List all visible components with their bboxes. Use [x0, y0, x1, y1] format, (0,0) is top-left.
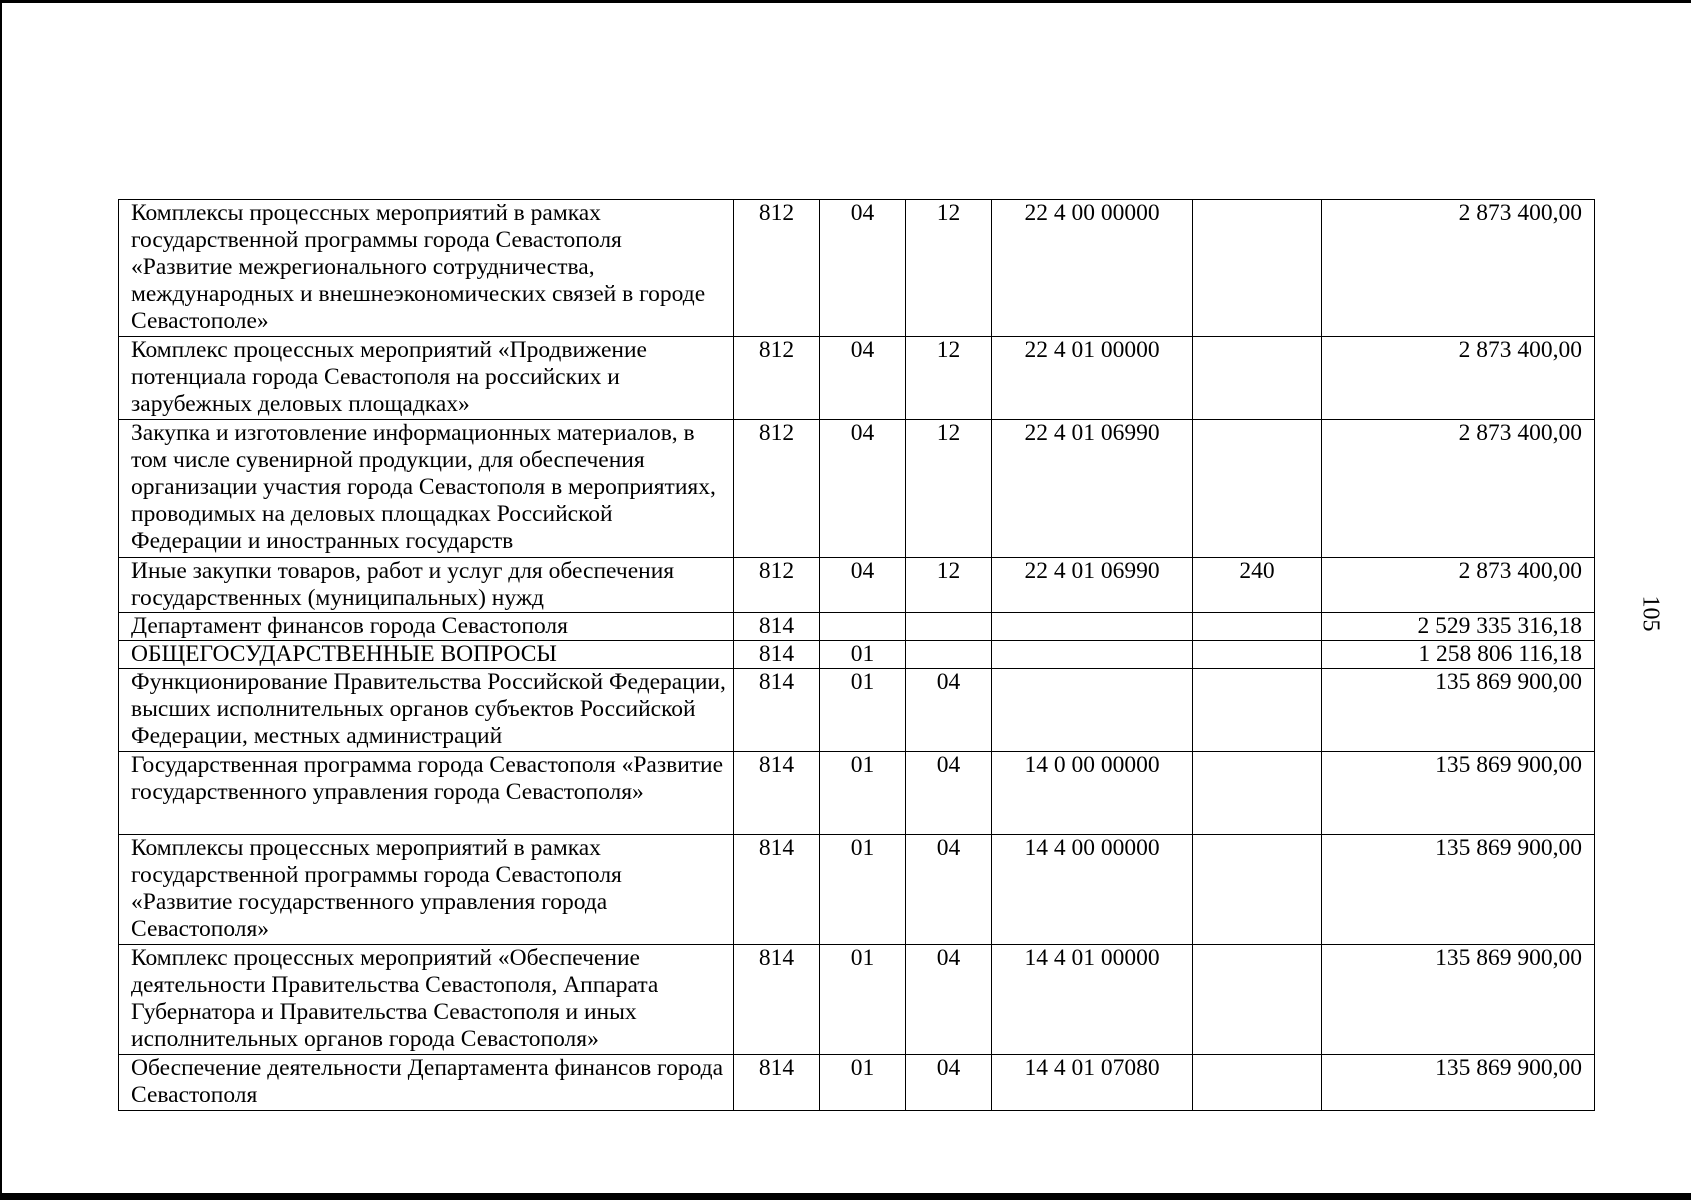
- row-vr: [1193, 420, 1322, 558]
- table-row: [119, 945, 1595, 1055]
- scan-border-left: [0, 0, 2, 1200]
- row-rz: 01: [820, 641, 906, 669]
- row-rz: 04: [820, 337, 906, 420]
- table-row: [119, 200, 1595, 337]
- row-csr: 14 4 01 00000: [992, 945, 1193, 1055]
- row-vr: [1193, 669, 1322, 752]
- row-csr: [992, 669, 1193, 752]
- row-grbs: 814: [734, 1055, 820, 1111]
- row-csr: 22 4 01 06990: [992, 558, 1193, 613]
- row-rz: [820, 613, 906, 641]
- table-row: [119, 337, 1595, 420]
- row-name: Иные закупки товаров, работ и услуг для обеспечения государственных (муниципальных) нужд: [119, 558, 734, 613]
- row-amount: 2 873 400,00: [1322, 558, 1595, 613]
- row-amount: 2 873 400,00: [1322, 337, 1595, 420]
- row-name: Государственная программа города Севастополя «Развитие государственного управления города Севастополя»: [119, 752, 734, 835]
- row-amount: 135 869 900,00: [1322, 669, 1595, 752]
- row-pr: 04: [906, 1055, 992, 1111]
- row-grbs: 812: [734, 200, 820, 337]
- row-rz: 01: [820, 1055, 906, 1111]
- row-grbs: 814: [734, 752, 820, 835]
- row-vr: 240: [1193, 558, 1322, 613]
- row-amount: 135 869 900,00: [1322, 752, 1595, 835]
- row-rz: 01: [820, 835, 906, 945]
- row-pr: 04: [906, 669, 992, 752]
- row-amount: 135 869 900,00: [1322, 835, 1595, 945]
- table-row: [119, 1055, 1595, 1111]
- page-number: 105: [1637, 595, 1664, 632]
- row-amount: 135 869 900,00: [1322, 1055, 1595, 1111]
- row-vr: [1193, 835, 1322, 945]
- row-grbs: 812: [734, 558, 820, 613]
- row-vr: [1193, 337, 1322, 420]
- row-name: Комплекс процессных мероприятий «Обеспечение деятельности Правительства Севастополя, Аппарата Губернатора и Правительства Севастополя и иных исполнительных органов города Севастополя»: [119, 945, 734, 1055]
- row-grbs: 812: [734, 337, 820, 420]
- row-pr: 04: [906, 945, 992, 1055]
- row-name: Департамент финансов города Севастополя: [119, 613, 734, 641]
- row-grbs: 812: [734, 420, 820, 558]
- row-name: Комплекс процессных мероприятий «Продвижение потенциала города Севастополя на российских и зарубежных деловых площадках»: [119, 337, 734, 420]
- row-name: Комплексы процессных мероприятий в рамках государственной программы города Севастополя «Развитие межрегионального сотрудничества, международных и внешнеэкономических связей в городе Севастополе»: [119, 200, 734, 337]
- row-grbs: 814: [734, 835, 820, 945]
- row-rz: 04: [820, 558, 906, 613]
- row-pr: 12: [906, 337, 992, 420]
- row-csr: 14 0 00 00000: [992, 752, 1193, 835]
- row-rz: 04: [820, 420, 906, 558]
- row-vr: [1193, 200, 1322, 337]
- row-csr: 14 4 01 07080: [992, 1055, 1193, 1111]
- table-row: [119, 669, 1595, 752]
- row-csr: 14 4 00 00000: [992, 835, 1193, 945]
- row-name: Комплексы процессных мероприятий в рамках государственной программы города Севастополя «Развитие государственного управления города Севастополя»: [119, 835, 734, 945]
- row-pr: 04: [906, 835, 992, 945]
- row-vr: [1193, 1055, 1322, 1111]
- row-amount: 2 873 400,00: [1322, 200, 1595, 337]
- row-rz: 01: [820, 945, 906, 1055]
- row-amount: 2 873 400,00: [1322, 420, 1595, 558]
- row-pr: [906, 613, 992, 641]
- row-csr: [992, 613, 1193, 641]
- row-pr: 12: [906, 558, 992, 613]
- scan-border-bottom: [0, 1193, 1691, 1200]
- row-name: Функционирование Правительства Российской Федерации, высших исполнительных органов субъектов Российской Федерации, местных администраций: [119, 669, 734, 752]
- table-row: [119, 420, 1595, 558]
- table-row: [119, 613, 1595, 641]
- row-rz: 04: [820, 200, 906, 337]
- row-amount: 135 869 900,00: [1322, 945, 1595, 1055]
- row-csr: 22 4 00 00000: [992, 200, 1193, 337]
- row-amount: 1 258 806 116,18: [1322, 641, 1595, 669]
- row-csr: 22 4 01 06990: [992, 420, 1193, 558]
- row-csr: [992, 641, 1193, 669]
- row-grbs: 814: [734, 641, 820, 669]
- row-pr: 04: [906, 752, 992, 835]
- row-rz: 01: [820, 669, 906, 752]
- row-grbs: 814: [734, 669, 820, 752]
- table-row: [119, 835, 1595, 945]
- row-pr: 12: [906, 200, 992, 337]
- scan-border-top: [0, 0, 1691, 3]
- table-row: [119, 752, 1595, 835]
- row-vr: [1193, 945, 1322, 1055]
- row-name: Закупка и изготовление информационных материалов, в том числе сувенирной продукции, для обеспечения организации участия города Севастополя в мероприятиях, проводимых на деловых площадках Российской Федерации и иностранных государств: [119, 420, 734, 558]
- row-vr: [1193, 613, 1322, 641]
- table-row: [119, 558, 1595, 613]
- row-pr: 12: [906, 420, 992, 558]
- row-pr: [906, 641, 992, 669]
- table-row: [119, 641, 1595, 669]
- row-vr: [1193, 641, 1322, 669]
- row-rz: 01: [820, 752, 906, 835]
- row-amount: 2 529 335 316,18: [1322, 613, 1595, 641]
- budget-table: [118, 199, 1595, 1111]
- row-vr: [1193, 752, 1322, 835]
- row-name: ОБЩЕГОСУДАРСТВЕННЫЕ ВОПРОСЫ: [119, 641, 734, 669]
- row-name: Обеспечение деятельности Департамента финансов города Севастополя: [119, 1055, 734, 1111]
- row-csr: 22 4 01 00000: [992, 337, 1193, 420]
- row-grbs: 814: [734, 945, 820, 1055]
- row-grbs: 814: [734, 613, 820, 641]
